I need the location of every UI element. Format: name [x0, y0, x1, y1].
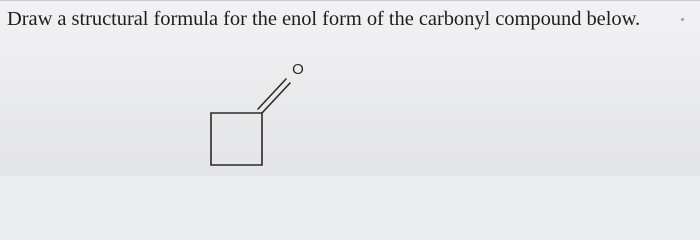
oxygen-atom-label: O [292, 61, 304, 78]
stray-mark [681, 18, 684, 21]
cyclobutanone-drawing [196, 55, 316, 173]
carbonyl-double-bond-outer [262, 83, 290, 113]
cyclobutanone-structure [196, 55, 316, 173]
cyclobutane-ring [211, 113, 262, 165]
carbonyl-double-bond-inner [258, 79, 286, 109]
question-prompt: Draw a structural formula for the enol form of the carbonyl compound below. [7, 8, 641, 30]
